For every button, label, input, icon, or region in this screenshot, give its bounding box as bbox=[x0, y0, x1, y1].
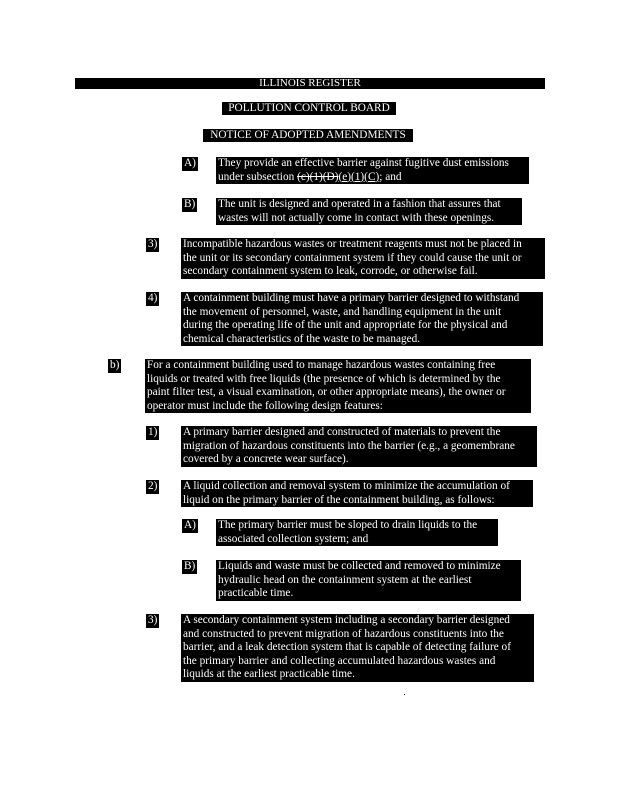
item-label-b-2: 2) bbox=[148, 480, 158, 492]
paragraph-b-2: A liquid collection and removal system to minimize the accumulation of liquid on the primary barrier of the containment building, as follows: bbox=[181, 480, 533, 507]
paragraph-b-2-A: The primary barrier must be sloped to drain liquids to the associated collection system; and bbox=[216, 519, 498, 546]
paragraph-b-3: A secondary containment system including a secondary barrier designed and constructed to prevent migration of hazardous constituents into the barrier, and a leak detection system that is capable of detecting failure of the primary barrier and collecting accumulated hazardous wastes and liquids at the earliest practicable time. bbox=[181, 614, 534, 682]
paragraph-b-1: A primary barrier designed and constructed of materials to prevent the migration of hazardous constituents into the barrier (e.g., a geomembrane covered by a concrete wear surface). bbox=[181, 426, 537, 467]
item-label-a-A: A) bbox=[184, 157, 196, 169]
notice-title: NOTICE OF ADOPTED AMENDMENTS bbox=[203, 129, 413, 142]
item-label-b-2-B: B) bbox=[184, 560, 196, 572]
board-title: POLLUTION CONTROL BOARD bbox=[222, 102, 396, 115]
paragraph-3: Incompatible hazardous wastes or treatment reagents must not be placed in the unit or its secondary containment system if they could cause the unit or secondary containment system to leak, corrode, or otherwise fail. bbox=[181, 238, 545, 279]
paragraph-a-B: The unit is designed and operated in a fashion that assures that wastes will not actually come in contact with these openings. bbox=[216, 198, 522, 225]
register-header-bar bbox=[75, 78, 545, 89]
paragraph-4: A containment building must have a primary barrier designed to withstand the movement of personnel, waste, and handling equipment in the unit during the operating life of the unit and appropriate for the physical and chemical characteristics of the waste to be managed. bbox=[181, 292, 543, 346]
item-label-b-3: 3) bbox=[148, 614, 158, 626]
paragraph-a-A: They provide an effective barrier against fugitive dust emissions under subsection (c)(1)(D)(e)(1)(C); and bbox=[216, 157, 529, 184]
item-label-b: b) bbox=[110, 359, 120, 371]
paragraph-b-2-B: Liquids and waste must be collected and removed to minimize hydraulic head on the containment system at the earliest practicable time. bbox=[216, 560, 521, 601]
item-label-a-B: B) bbox=[184, 198, 196, 210]
register-title: ILLINOIS REGISTER bbox=[259, 77, 361, 89]
scan-speck bbox=[404, 694, 405, 695]
item-label-3: 3) bbox=[148, 238, 158, 250]
item-label-4: 4) bbox=[148, 292, 158, 304]
paragraph-b: For a containment building used to manage hazardous wastes containing free liquids or treated with free liquids (the presence of which is determined by the paint filter test, a visual examination, or other appropriate means), the owner or operator must include the following design features: bbox=[145, 359, 531, 413]
item-label-b-1: 1) bbox=[148, 426, 158, 438]
item-label-b-2-A: A) bbox=[184, 519, 196, 531]
